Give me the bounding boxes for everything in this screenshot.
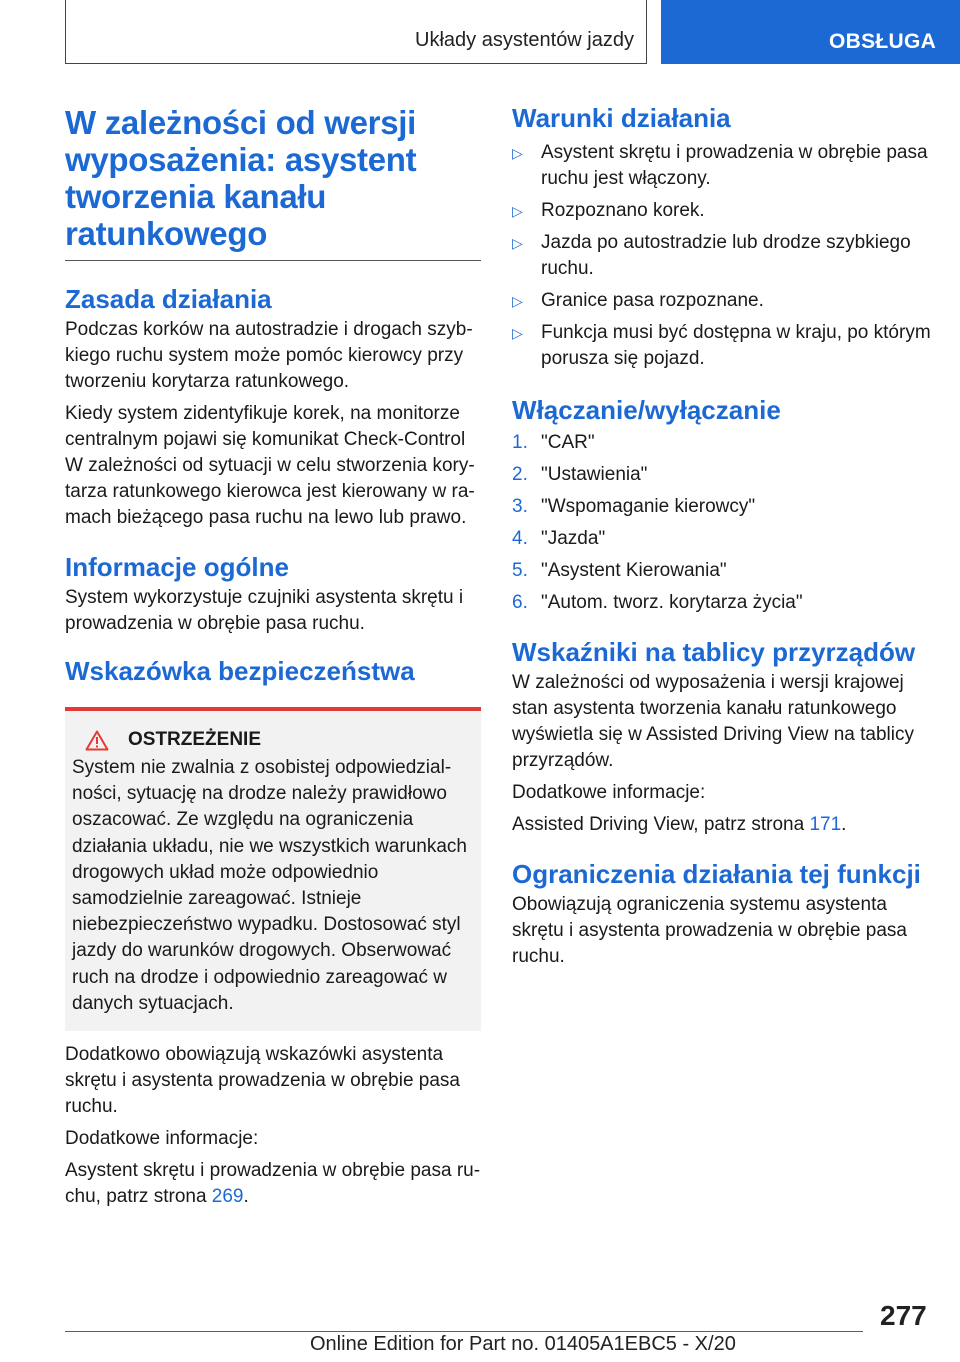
triangle-right-outline-icon: ▷ — [512, 203, 523, 219]
section-title-ograniczenia: Ograniczenia działania tej funkcji — [512, 859, 921, 889]
step-number: 5. — [512, 560, 528, 581]
list-item-text: Rozpoznano korek. — [541, 200, 705, 221]
triangle-right-outline-icon: ▷ — [512, 145, 523, 161]
step-item — [512, 526, 932, 552]
left-column — [65, 104, 481, 1210]
paragraph-text: Assisted Driving View, patrz strona — [512, 814, 810, 835]
step-text: "Jazda" — [541, 528, 606, 549]
triangle-right-outline-icon: ▷ — [512, 325, 523, 341]
list-item-text: Jazda po autostradzie lub drodze szybkiego ruchu. — [541, 232, 911, 279]
paragraph: System wykorzystuje czujniki asystenta skrętu i prowadzenia w obrębie pasa ruchu. — [65, 587, 464, 634]
section-title-warunki: Warunki działania — [512, 103, 731, 133]
step-text: "CAR" — [541, 432, 595, 453]
step-text: "Wspomaganie kierowcy" — [541, 496, 756, 517]
step-number: 2. — [512, 464, 528, 485]
list-item-text: Asystent skrętu i prowadzenia w obrębie pasa ruchu jest włączony. — [541, 142, 928, 189]
page-number: 277 — [880, 1300, 927, 1331]
paragraph-text: Asystent skrętu i prowadzenia w obrębie pasa ruchu, patrz strona — [65, 1160, 481, 1208]
step-item — [512, 590, 932, 616]
list-item — [512, 230, 932, 282]
main-title: W zależności od wersji wyposażenia: asystent tworzenia kanału ratunkowego — [65, 104, 481, 261]
paragraph: Dodatkowe informacje: — [512, 782, 706, 803]
section-title-informacje: Informacje ogólne — [65, 552, 289, 582]
step-item — [512, 494, 932, 520]
list-item-text: Granice pasa rozpoznane. — [541, 290, 764, 311]
triangle-right-outline-icon: ▷ — [512, 293, 523, 309]
step-text: "Autom. tworz. korytarza życia" — [541, 592, 803, 613]
list-item — [512, 140, 932, 192]
list-item — [512, 198, 932, 224]
paragraph-with-link — [65, 1158, 481, 1210]
triangle-right-outline-icon: ▷ — [512, 235, 523, 251]
paragraph-end: . — [841, 814, 847, 835]
header-box — [65, 0, 647, 64]
step-number: 1. — [512, 432, 528, 453]
step-number: 3. — [512, 496, 528, 517]
section-title-zasada: Zasada działania — [65, 284, 272, 314]
step-item — [512, 462, 932, 488]
section-tab — [661, 0, 960, 64]
list-item — [512, 288, 932, 314]
section-title-wlaczanie: Włączanie/wyłączanie — [512, 395, 781, 425]
step-text: "Ustawienia" — [541, 464, 648, 485]
section-title-wskazniki: Wskaźniki na tablicy przyrządów — [512, 637, 916, 667]
warning-title: OSTRZEŻENIE — [128, 729, 262, 750]
header-title: Układy asystentów jazdy — [415, 29, 634, 51]
paragraph-end: . — [243, 1186, 249, 1208]
step-number: 6. — [512, 592, 528, 613]
footer-divider — [65, 1331, 863, 1332]
list-item — [512, 320, 932, 372]
step-item — [512, 558, 932, 584]
section-title-wskazowka: Wskazówka bezpieczeństwa — [65, 656, 415, 686]
steps-list — [512, 430, 932, 616]
step-item — [512, 430, 932, 456]
step-number: 4. — [512, 528, 528, 549]
page-link-171[interactable]: 171 — [809, 814, 842, 835]
paragraph: Podczas korków na autostradzie i drogach szybkiego ruchu system może pomóc kierowcy przy tworzeniu korytarza ratunkowego. — [65, 319, 473, 392]
paragraph: Dodatkowe informacje: — [65, 1128, 259, 1150]
section-tab-label: OBSŁUGA — [829, 30, 937, 53]
paragraph: W zależności od wyposażenia i wersji krajowej stan asystenta tworzenia kanału ratunkowego wyświetla się w Assisted Driving View na tablicy przyrządów. — [512, 672, 914, 771]
footer-edition: Online Edition for Part no. 01405A1EBC5 - X/20 — [310, 1333, 736, 1355]
conditions-list — [512, 140, 932, 372]
paragraph: Obowiązują ograniczenia systemu asystenta skrętu i asystenta prowadzenia w obrębie pasa ruchu. — [512, 894, 908, 967]
paragraph-with-link — [512, 812, 932, 838]
warning-triangle-icon — [85, 730, 109, 751]
warning-text: System nie zwalnia z osobistej odpowiedzialności, sytuację na drodze należy prawidłowo oszacować. Ze względu na ograniczenia działania układu, nie we wszystkich warunkach drogowych układ może odpowiednio samodzielnie zareagować. Istnieje niebezpieczeństwo wypadku. Dostosować styl jazdy do warunków drogowych. Obserwować ruch na drodze i odpowiednio zareagować w danych sytuacjach. — [72, 757, 467, 1014]
list-item-text: Funkcja musi być dostępna w kraju, po którym porusza się pojazd. — [541, 322, 931, 369]
page-link-269[interactable]: 269 — [211, 1186, 244, 1208]
paragraph: Dodatkowo obowiązują wskazówki asystenta skrętu i asystenta prowadzenia w obrębie pasa ruchu. — [65, 1044, 461, 1118]
warning-heading — [72, 729, 473, 751]
warning-box — [65, 707, 481, 1031]
paragraph: Kiedy system zidentyfikuje korek, na monitorze centralnym pojawi się komunikat Check-Control W zależności od sytuacji w celu stworzenia korytarza ratunkowego kierowca jest kierowany w ramach bieżącego pasa ruchu na lewo lub prawo. — [65, 403, 475, 528]
step-text: "Asystent Kierowania" — [541, 560, 727, 581]
right-column — [512, 102, 932, 970]
